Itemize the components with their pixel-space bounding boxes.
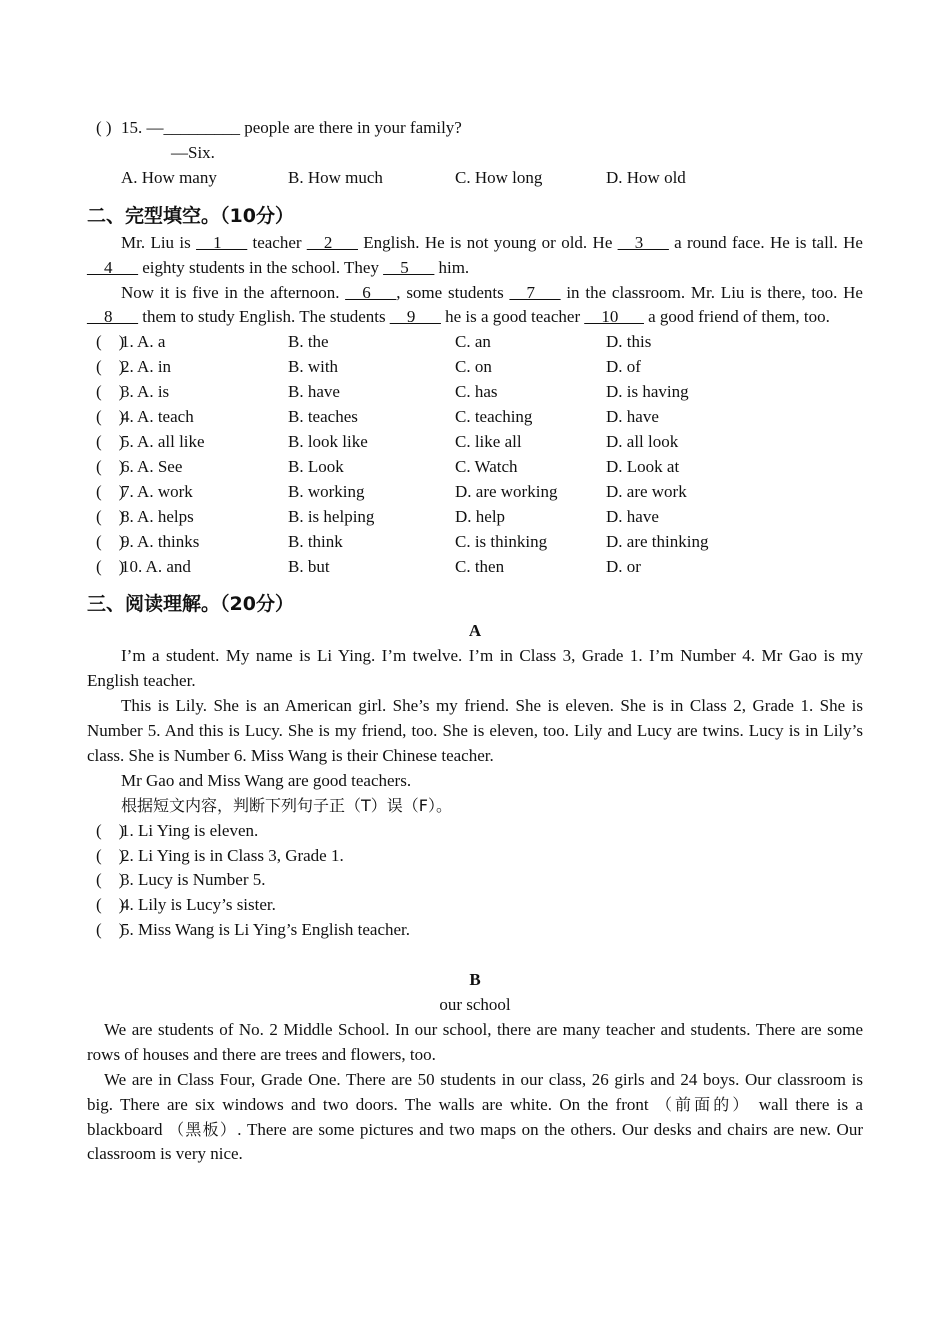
answer-paren[interactable]: ( ) — [96, 845, 125, 865]
option-c: C. has — [455, 382, 498, 402]
answer-paren[interactable]: ( ) — [96, 556, 125, 576]
blank-1: __1___ — [196, 232, 248, 252]
option-d: D. are thinking — [606, 531, 709, 551]
option-a: 7. A. work — [121, 481, 193, 501]
answer-paren[interactable]: ( ) — [96, 357, 125, 377]
option-b: B. have — [288, 382, 340, 402]
answer-paren[interactable]: ( ) — [96, 456, 125, 476]
option-a: 4. A. teach — [121, 407, 194, 427]
answer-paren[interactable]: ( ) — [96, 531, 125, 551]
option-c: C. an — [455, 332, 491, 352]
question-15 — [87, 116, 863, 141]
option-a: 1. A. a — [121, 332, 166, 352]
text: eighty students in the school. They — [138, 257, 384, 277]
blank-9: __9___ — [389, 307, 441, 327]
option-c: C. How long — [455, 167, 543, 187]
option-a: 6. A. See — [121, 456, 183, 476]
option-d: D. are work — [606, 481, 687, 501]
text: a round face. He is tall. He — [668, 232, 863, 252]
tf-question-row — [87, 868, 863, 893]
answer-paren[interactable]: ( ) — [96, 920, 125, 940]
option-b: B. teaches — [288, 407, 358, 427]
cloze-paragraph-1 — [87, 231, 863, 281]
blank-3: __3___ — [617, 232, 669, 252]
option-a: 8. A. helps — [121, 506, 194, 526]
question-15-answer: —Six. — [171, 142, 215, 162]
answer-paren[interactable]: ( ) — [96, 332, 125, 352]
spacer — [87, 943, 863, 968]
tf-question-row — [87, 844, 863, 869]
option-b: B. working — [288, 481, 365, 501]
option-b: B. is helping — [288, 506, 375, 526]
tf-question-row — [87, 819, 863, 844]
text: Now it is five in the afternoon. — [121, 282, 346, 302]
option-c: D. are working — [455, 481, 558, 501]
cloze-question-row — [87, 330, 863, 355]
text: English. He is not young or old. He — [357, 232, 618, 252]
answer-paren[interactable]: ( ) — [96, 506, 125, 526]
option-c: D. help — [455, 506, 506, 526]
question-stem: 15. —_________ people are there in your family? — [121, 118, 462, 137]
answer-paren[interactable]: ( ) — [96, 382, 125, 402]
cloze-question-row — [87, 530, 863, 555]
cloze-question-row — [87, 430, 863, 455]
option-d: D. have — [606, 506, 659, 526]
tf-instruction: 根据短文内容，判断下列句子正（T）误（F）。 — [121, 795, 452, 815]
tf-statement: 5. Miss Wang is Li Ying’s English teacher. — [121, 920, 411, 940]
cloze-questions — [87, 330, 863, 579]
option-c: C. Watch — [455, 456, 518, 476]
blank-7: __7___ — [509, 282, 561, 302]
option-b: B. look like — [288, 431, 368, 451]
gloss-front: （前面的） — [655, 1094, 752, 1114]
text: . There are some pictures and two maps on the others. Our desks and chairs are new. Our classroom is very nice. — [87, 1119, 863, 1164]
blank-2: __2___ — [306, 232, 358, 252]
answer-paren[interactable]: ( ) — [96, 118, 112, 137]
blank-8: __8___ — [87, 307, 138, 327]
option-d: D. How old — [606, 167, 686, 187]
option-a: A. How many — [121, 167, 217, 187]
text: a good friend of them, too. — [643, 307, 830, 327]
option-b: B. Look — [288, 456, 344, 476]
section-3-heading: 三、阅读理解。（20分） — [87, 593, 294, 616]
gloss-blackboard: （黑板） — [168, 1119, 238, 1139]
section-2-heading: 二、完型填空。（10分） — [87, 204, 294, 227]
passage-b-subtitle: our school — [439, 994, 511, 1014]
cloze-question-row — [87, 555, 863, 580]
option-b: B. but — [288, 556, 330, 576]
answer-paren[interactable]: ( ) — [96, 481, 125, 501]
cloze-question-row — [87, 480, 863, 505]
text: him. — [434, 257, 470, 277]
tf-statement: 1. Li Ying is eleven. — [121, 820, 259, 840]
option-d: D. or — [606, 556, 641, 576]
answer-paren[interactable]: ( ) — [96, 895, 125, 915]
blank-10: __10___ — [584, 307, 644, 327]
passage-b-paragraph-1: We are students of No. 2 Middle School. In our school, there are many teacher and students. There are some rows of houses and there are trees and flowers, too. — [87, 1019, 863, 1064]
tf-question-row — [87, 918, 863, 943]
cloze-question-row — [87, 505, 863, 530]
passage-b-paragraph-2 — [87, 1068, 863, 1168]
cloze-question-row — [87, 355, 863, 380]
option-c: C. is thinking — [455, 531, 548, 551]
answer-paren[interactable]: ( ) — [96, 431, 125, 451]
answer-paren[interactable]: ( ) — [96, 870, 125, 890]
passage-b-title: B — [469, 970, 481, 990]
blank-5: __5___ — [383, 257, 435, 277]
option-b: B. How much — [288, 167, 383, 187]
passage-a-paragraph-3: Mr Gao and Miss Wang are good teachers. — [121, 770, 412, 790]
option-d: D. of — [606, 357, 641, 377]
passage-a-paragraph-1: I’m a student. My name is Li Ying. I’m twelve. I’m in Class 3, Grade 1. I’m Number 4. Mr Gao is my English teacher. — [87, 646, 863, 691]
option-b: B. think — [288, 531, 343, 551]
tf-statement: 2. Li Ying is in Class 3, Grade 1. — [121, 845, 344, 865]
tf-question-row — [87, 893, 863, 918]
passage-a-title: A — [468, 621, 482, 641]
tf-statement: 4. Lily is Lucy’s sister. — [121, 895, 276, 915]
option-a: 5. A. all like — [121, 431, 205, 451]
text: teacher — [247, 232, 307, 252]
option-d: D. all look — [606, 431, 679, 451]
cloze-question-row — [87, 455, 863, 480]
option-a: 9. A. thinks — [121, 531, 200, 551]
text: in the classroom. Mr. Liu is there, too. He — [560, 282, 863, 302]
option-a: 10. A. and — [121, 556, 191, 576]
text: wall there is a blackboard — [87, 1094, 863, 1139]
exam-page — [87, 116, 863, 1167]
option-a: 2. A. in — [121, 357, 172, 377]
answer-paren[interactable]: ( ) — [96, 407, 125, 427]
text: he is a good teacher — [440, 307, 585, 327]
option-d: D. have — [606, 407, 659, 427]
text: them to study English. The students — [138, 307, 390, 327]
option-b: B. with — [288, 357, 339, 377]
tf-questions — [87, 819, 863, 944]
cloze-question-row — [87, 380, 863, 405]
cloze-paragraph-2 — [87, 281, 863, 331]
blank-6: __6___ — [345, 282, 397, 302]
text: Mr. Liu is — [121, 232, 197, 252]
option-d: D. Look at — [606, 456, 680, 476]
option-d: D. is having — [606, 382, 689, 402]
option-b: B. the — [288, 332, 329, 352]
option-c: C. then — [455, 556, 505, 576]
blank-4: __4___ — [87, 257, 138, 277]
option-c: C. like all — [455, 431, 522, 451]
question-15-options — [87, 166, 863, 191]
option-c: C. on — [455, 357, 492, 377]
option-c: C. teaching — [455, 407, 533, 427]
text: , some students — [396, 282, 510, 302]
option-a: 3. A. is — [121, 382, 170, 402]
tf-statement: 3. Lucy is Number 5. — [121, 870, 266, 890]
option-d: D. this — [606, 332, 652, 352]
answer-paren[interactable]: ( ) — [96, 820, 125, 840]
text: We are in Class Four, Grade One. There are 50 students in our class, 26 girls and 24 boys. Our classroom is big. There are six windows and two doors. The walls are white. On the front — [87, 1069, 863, 1114]
passage-a-paragraph-2: This is Lily. She is an American girl. She’s my friend. She is eleven. She is in Class 2, Grade 1. She is Number 5. And this is Lucy. She is my friend, too. She is eleven, too. Lily and Lucy are twins. Lucy is in Lily’s class. She is Number 6. Miss Wang is their Chinese teacher. — [87, 696, 863, 765]
cloze-question-row — [87, 405, 863, 430]
